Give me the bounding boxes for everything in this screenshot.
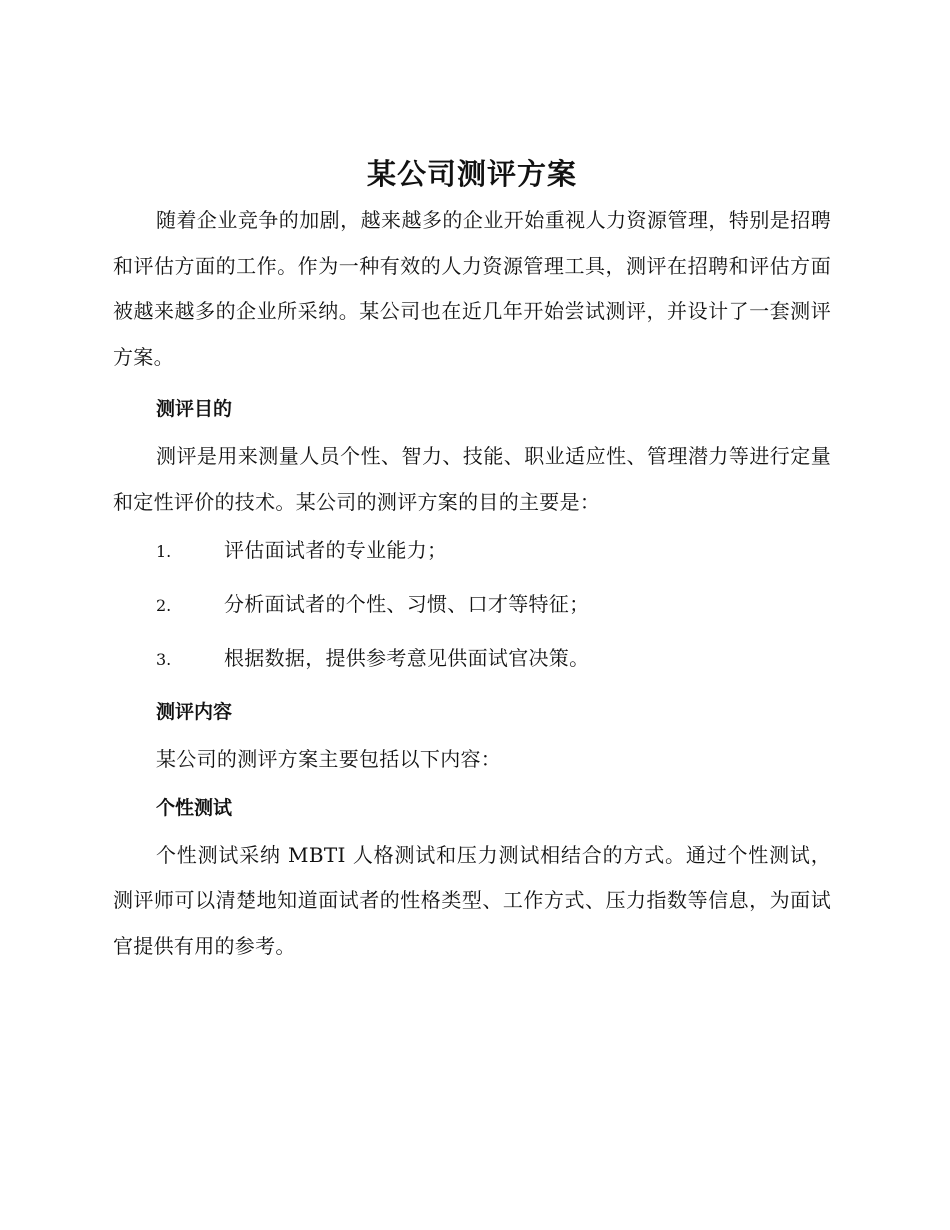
list-item	[113, 535, 831, 589]
document-page	[113, 150, 831, 969]
list-item-number: 3.	[156, 650, 172, 669]
list-item-number: 2.	[156, 596, 172, 615]
list-item	[113, 589, 831, 643]
spacer	[113, 525, 831, 535]
section-heading-purpose: 测评目的	[156, 398, 233, 420]
spacer	[113, 783, 831, 793]
spacer	[113, 380, 831, 394]
section-heading-content: 测评内容	[156, 701, 233, 723]
purpose-list	[113, 535, 831, 697]
spacer	[113, 823, 831, 833]
list-item-text: 评估面试者的专业能力；	[224, 538, 448, 562]
section-heading-personality: 个性测试	[156, 796, 233, 819]
list-item-number: 1.	[156, 542, 172, 561]
content-paragraph: 某公司的测评方案主要包括以下内容：	[156, 747, 502, 771]
document-title: 某公司测评方案	[366, 157, 577, 191]
spacer	[113, 727, 831, 737]
intro-paragraph: 随着企业竞争的加剧，越来越多的企业开始重视人力资源管理，特别是招聘和评估方面的工作。作为一种有效的人力资源管理工具，测评在招聘和评估方面被越来越多的企业所采纳。某公司也在近几年开始尝试测评，并设计了一套测评方案。	[113, 208, 831, 369]
personality-paragraph: 个性测试采纳 MBTI 人格测试和压力测试相结合的方式。通过个性测试，测评师可以清楚地知道面试者的性格类型、工作方式、压力指数等信息，为面试官提供有用的参考。	[113, 842, 831, 958]
spacer	[113, 424, 831, 434]
purpose-paragraph: 测评是用来测量人员个性、智力、技能、职业适应性、管理潜力等进行定量和定性评价的技术。某公司的测评方案的目的主要是：	[113, 444, 831, 514]
list-item	[113, 643, 831, 697]
list-item-text: 分析面试者的个性、习惯、口才等特征；	[224, 592, 590, 616]
list-item-text: 根据数据，提供参考意见供面试官决策。	[224, 646, 590, 670]
